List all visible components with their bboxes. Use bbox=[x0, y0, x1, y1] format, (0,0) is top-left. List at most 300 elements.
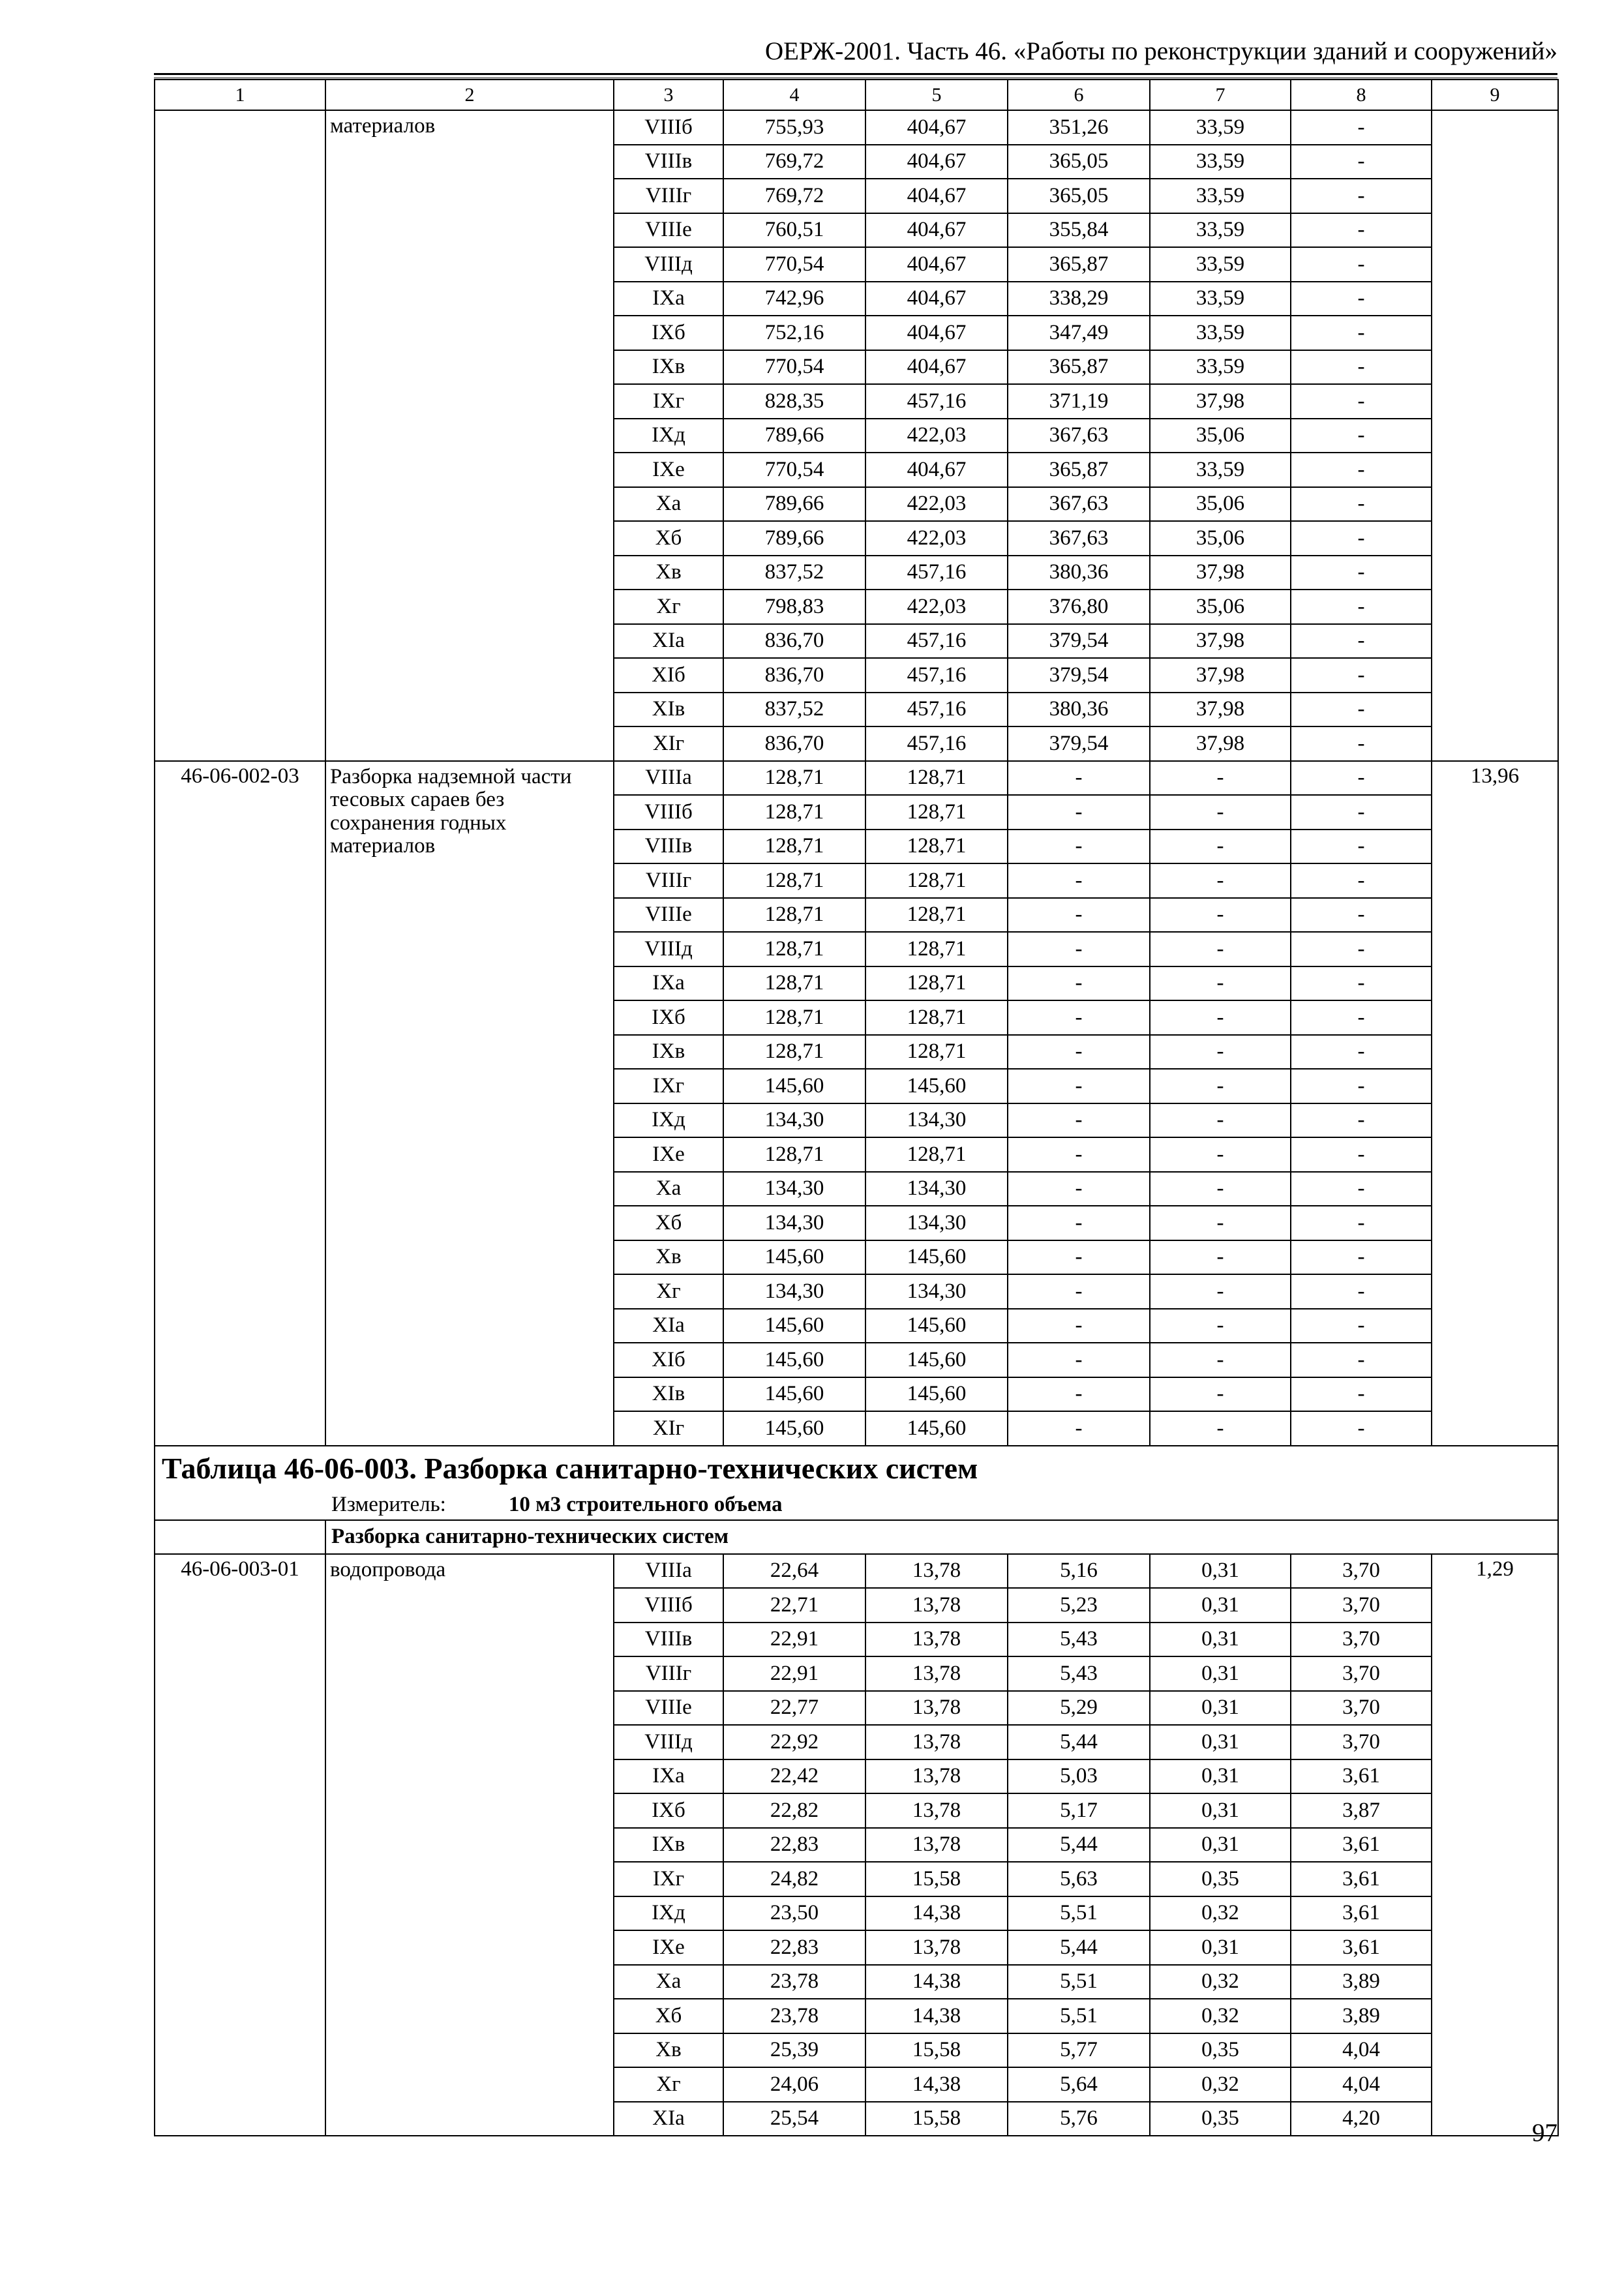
column-number: 7 bbox=[1150, 80, 1291, 110]
value-cell: 128,71 bbox=[723, 932, 865, 966]
value-cell: - bbox=[1291, 1309, 1432, 1343]
rate-code: 46-06-002-03 bbox=[155, 761, 325, 1446]
value-cell: 13,78 bbox=[865, 1930, 1008, 1965]
zone-cell: Xб bbox=[614, 1206, 723, 1240]
value-cell: 0,31 bbox=[1150, 1793, 1291, 1828]
value-cell: - bbox=[1150, 1069, 1291, 1103]
value-cell: - bbox=[1150, 1103, 1291, 1138]
value-cell: - bbox=[1008, 830, 1150, 864]
value-cell: 0,31 bbox=[1150, 1623, 1291, 1657]
value-cell: 4,04 bbox=[1291, 2033, 1432, 2068]
value-cell: - bbox=[1291, 316, 1432, 350]
value-cell: - bbox=[1150, 1274, 1291, 1309]
value-cell: 371,19 bbox=[1008, 384, 1150, 419]
value-cell: 3,61 bbox=[1291, 1759, 1432, 1794]
value-cell: 13,78 bbox=[865, 1793, 1008, 1828]
value-cell: 22,42 bbox=[723, 1759, 865, 1794]
value-cell: 404,67 bbox=[865, 350, 1008, 385]
value-cell: - bbox=[1008, 898, 1150, 933]
value-cell: 5,51 bbox=[1008, 1896, 1150, 1931]
zone-cell: VIIIе bbox=[614, 1691, 723, 1726]
value-cell: 134,30 bbox=[865, 1274, 1008, 1309]
zone-cell: Xб bbox=[614, 1999, 723, 2033]
labor-cell: 1,29 bbox=[1432, 1554, 1558, 2136]
value-cell: 338,29 bbox=[1008, 282, 1150, 316]
value-cell: - bbox=[1008, 1000, 1150, 1035]
value-cell: 145,60 bbox=[865, 1411, 1008, 1446]
value-cell: - bbox=[1008, 1343, 1150, 1377]
column-number-row bbox=[155, 80, 1558, 110]
measure-label: Измеритель: bbox=[331, 1493, 446, 1516]
zone-cell: VIIIв bbox=[614, 830, 723, 864]
value-cell: 836,70 bbox=[723, 726, 865, 761]
value-cell: 836,70 bbox=[723, 658, 865, 693]
value-cell: - bbox=[1291, 624, 1432, 659]
value-cell: - bbox=[1008, 1274, 1150, 1309]
zone-cell: XIг bbox=[614, 1411, 723, 1446]
value-cell: 13,78 bbox=[865, 1554, 1008, 1589]
value-cell: - bbox=[1291, 1377, 1432, 1412]
value-cell: - bbox=[1008, 1309, 1150, 1343]
value-cell: 25,39 bbox=[723, 2033, 865, 2068]
value-cell: 5,17 bbox=[1008, 1793, 1150, 1828]
value-cell: 4,20 bbox=[1291, 2102, 1432, 2136]
value-cell: 0,32 bbox=[1150, 1965, 1291, 1999]
value-cell: - bbox=[1291, 179, 1432, 213]
work-name: Разборка надземной части тесовых сараев без сохранения годных материалов bbox=[325, 761, 614, 1446]
measure-value: 10 м3 строительного объема bbox=[508, 1493, 783, 1516]
value-cell: - bbox=[1150, 863, 1291, 898]
value-cell: 134,30 bbox=[865, 1206, 1008, 1240]
value-cell: 365,87 bbox=[1008, 247, 1150, 282]
value-cell: - bbox=[1291, 898, 1432, 933]
value-cell: - bbox=[1150, 932, 1291, 966]
value-cell: - bbox=[1150, 1309, 1291, 1343]
value-cell: 145,60 bbox=[723, 1411, 865, 1446]
value-cell: 134,30 bbox=[865, 1172, 1008, 1206]
column-number: 9 bbox=[1432, 80, 1558, 110]
value-cell: 128,71 bbox=[723, 863, 865, 898]
value-cell: 128,71 bbox=[865, 1035, 1008, 1070]
value-cell: - bbox=[1291, 693, 1432, 727]
value-cell: 3,70 bbox=[1291, 1656, 1432, 1691]
value-cell: - bbox=[1291, 863, 1432, 898]
value-cell: 35,06 bbox=[1150, 487, 1291, 522]
value-cell: 3,70 bbox=[1291, 1588, 1432, 1623]
value-cell: 13,78 bbox=[865, 1828, 1008, 1863]
value-cell: 22,92 bbox=[723, 1725, 865, 1759]
value-cell: 0,32 bbox=[1150, 1896, 1291, 1931]
value-cell: 404,67 bbox=[865, 316, 1008, 350]
zone-cell: IXе bbox=[614, 1137, 723, 1172]
value-cell: 33,59 bbox=[1150, 247, 1291, 282]
value-cell: 22,83 bbox=[723, 1828, 865, 1863]
value-cell: 798,83 bbox=[723, 590, 865, 624]
value-cell: - bbox=[1008, 1069, 1150, 1103]
value-cell: 770,54 bbox=[723, 247, 865, 282]
value-cell: 33,59 bbox=[1150, 145, 1291, 179]
zone-cell: VIIIа bbox=[614, 761, 723, 796]
value-cell: 13,78 bbox=[865, 1656, 1008, 1691]
value-cell: - bbox=[1291, 110, 1432, 145]
value-cell: 367,63 bbox=[1008, 487, 1150, 522]
value-cell: - bbox=[1291, 453, 1432, 487]
value-cell: - bbox=[1150, 761, 1291, 796]
value-cell: 828,35 bbox=[723, 384, 865, 419]
value-cell: 35,06 bbox=[1150, 590, 1291, 624]
zone-cell: VIIIб bbox=[614, 1588, 723, 1623]
value-cell: 33,59 bbox=[1150, 110, 1291, 145]
value-cell: - bbox=[1291, 830, 1432, 864]
value-cell: 128,71 bbox=[865, 1000, 1008, 1035]
value-cell: 5,77 bbox=[1008, 2033, 1150, 2068]
value-cell: 0,31 bbox=[1150, 1759, 1291, 1794]
value-cell: - bbox=[1150, 966, 1291, 1001]
zone-cell: IXд bbox=[614, 1896, 723, 1931]
value-cell: - bbox=[1291, 556, 1432, 590]
zone-cell: IXб bbox=[614, 1000, 723, 1035]
value-cell: 145,60 bbox=[865, 1069, 1008, 1103]
value-cell: 23,78 bbox=[723, 1965, 865, 1999]
value-cell: - bbox=[1291, 1103, 1432, 1138]
value-cell: 14,38 bbox=[865, 1999, 1008, 2033]
value-cell: 367,63 bbox=[1008, 521, 1150, 556]
value-cell: - bbox=[1291, 761, 1432, 796]
value-cell: - bbox=[1008, 1172, 1150, 1206]
value-cell: 128,71 bbox=[723, 1000, 865, 1035]
value-cell: - bbox=[1291, 966, 1432, 1001]
table-row bbox=[155, 1554, 1558, 1589]
value-cell: 3,87 bbox=[1291, 1793, 1432, 1828]
value-cell: - bbox=[1008, 795, 1150, 830]
value-cell: - bbox=[1291, 658, 1432, 693]
value-cell: 379,54 bbox=[1008, 624, 1150, 659]
value-cell: 5,64 bbox=[1008, 2067, 1150, 2102]
zone-cell: VIIIа bbox=[614, 1554, 723, 1589]
value-cell: 457,16 bbox=[865, 384, 1008, 419]
value-cell: - bbox=[1291, 282, 1432, 316]
value-cell: - bbox=[1291, 1172, 1432, 1206]
value-cell: 0,32 bbox=[1150, 2067, 1291, 2102]
zone-cell: Xа bbox=[614, 1965, 723, 1999]
value-cell: 0,35 bbox=[1150, 1862, 1291, 1896]
zone-cell: Xв bbox=[614, 556, 723, 590]
value-cell: 3,61 bbox=[1291, 1828, 1432, 1863]
value-cell: 5,76 bbox=[1008, 2102, 1150, 2136]
column-number: 6 bbox=[1008, 80, 1150, 110]
table-row bbox=[155, 761, 1558, 796]
value-cell: 128,71 bbox=[723, 966, 865, 1001]
value-cell: 380,36 bbox=[1008, 556, 1150, 590]
value-cell: 145,60 bbox=[723, 1069, 865, 1103]
header-rule bbox=[154, 73, 1557, 75]
zone-cell: XIа bbox=[614, 1309, 723, 1343]
zone-cell: IXа bbox=[614, 1759, 723, 1794]
value-cell: 33,59 bbox=[1150, 453, 1291, 487]
value-cell: 145,60 bbox=[723, 1377, 865, 1412]
work-name: водопровода bbox=[325, 1554, 614, 2136]
zone-cell: Xг bbox=[614, 590, 723, 624]
value-cell: 457,16 bbox=[865, 726, 1008, 761]
table-title: Таблица 46-06-003. Разборка санитарно-технических систем bbox=[155, 1446, 1558, 1491]
value-cell: - bbox=[1150, 1000, 1291, 1035]
zone-cell: VIIIб bbox=[614, 795, 723, 830]
value-cell: 128,71 bbox=[865, 761, 1008, 796]
zone-cell: IXг bbox=[614, 384, 723, 419]
value-cell: - bbox=[1008, 761, 1150, 796]
value-cell: 0,31 bbox=[1150, 1930, 1291, 1965]
zone-cell: Xа bbox=[614, 1172, 723, 1206]
zone-cell: IXв bbox=[614, 1035, 723, 1070]
value-cell: 752,16 bbox=[723, 316, 865, 350]
value-cell: 22,83 bbox=[723, 1930, 865, 1965]
value-cell: 134,30 bbox=[723, 1274, 865, 1309]
value-cell: 128,71 bbox=[723, 898, 865, 933]
zone-cell: IXе bbox=[614, 453, 723, 487]
value-cell: - bbox=[1008, 1377, 1150, 1412]
value-cell: 837,52 bbox=[723, 556, 865, 590]
value-cell: 22,82 bbox=[723, 1793, 865, 1828]
value-cell: 789,66 bbox=[723, 487, 865, 522]
value-cell: 128,71 bbox=[723, 830, 865, 864]
value-cell: 0,31 bbox=[1150, 1588, 1291, 1623]
value-cell: 457,16 bbox=[865, 693, 1008, 727]
value-cell: - bbox=[1291, 1069, 1432, 1103]
zone-cell: Xг bbox=[614, 1274, 723, 1309]
value-cell: - bbox=[1291, 419, 1432, 453]
column-number: 3 bbox=[614, 80, 723, 110]
value-cell: 367,63 bbox=[1008, 419, 1150, 453]
value-cell: 0,31 bbox=[1150, 1691, 1291, 1726]
value-cell: 404,67 bbox=[865, 145, 1008, 179]
column-number: 1 bbox=[155, 80, 325, 110]
value-cell: 0,31 bbox=[1150, 1554, 1291, 1589]
value-cell: 145,60 bbox=[723, 1343, 865, 1377]
value-cell: 33,59 bbox=[1150, 350, 1291, 385]
value-cell: 457,16 bbox=[865, 658, 1008, 693]
value-cell: 404,67 bbox=[865, 179, 1008, 213]
value-cell: 22,64 bbox=[723, 1554, 865, 1589]
value-cell: 5,51 bbox=[1008, 1999, 1150, 2033]
zone-cell: IXб bbox=[614, 316, 723, 350]
value-cell: 128,71 bbox=[865, 863, 1008, 898]
value-cell: - bbox=[1008, 932, 1150, 966]
value-cell: 422,03 bbox=[865, 521, 1008, 556]
value-cell: - bbox=[1150, 1035, 1291, 1070]
zone-cell: VIIIв bbox=[614, 145, 723, 179]
table-row bbox=[155, 110, 1558, 145]
value-cell: 13,78 bbox=[865, 1725, 1008, 1759]
zone-cell: IXд bbox=[614, 1103, 723, 1138]
value-cell: 15,58 bbox=[865, 2033, 1008, 2068]
running-header: ОЕРЖ-2001. Часть 46. «Работы по реконструкции зданий и сооружений» bbox=[765, 37, 1557, 65]
value-cell: - bbox=[1291, 1343, 1432, 1377]
value-cell: 457,16 bbox=[865, 624, 1008, 659]
value-cell: 13,78 bbox=[865, 1759, 1008, 1794]
value-cell: 0,31 bbox=[1150, 1656, 1291, 1691]
value-cell: - bbox=[1150, 1206, 1291, 1240]
value-cell: - bbox=[1291, 350, 1432, 385]
value-cell: 5,44 bbox=[1008, 1828, 1150, 1863]
value-cell: 128,71 bbox=[865, 830, 1008, 864]
value-cell: 22,91 bbox=[723, 1656, 865, 1691]
value-cell: 789,66 bbox=[723, 521, 865, 556]
value-cell: 37,98 bbox=[1150, 556, 1291, 590]
value-cell: 145,60 bbox=[723, 1309, 865, 1343]
value-cell: 3,70 bbox=[1291, 1691, 1432, 1726]
zone-cell: VIIIд bbox=[614, 247, 723, 282]
value-cell: 365,05 bbox=[1008, 179, 1150, 213]
value-cell: 33,59 bbox=[1150, 213, 1291, 248]
value-cell: 37,98 bbox=[1150, 658, 1291, 693]
value-cell: 134,30 bbox=[723, 1172, 865, 1206]
value-cell: 128,71 bbox=[723, 795, 865, 830]
value-cell: 37,98 bbox=[1150, 693, 1291, 727]
zone-cell: XIа bbox=[614, 2102, 723, 2136]
value-cell: 0,32 bbox=[1150, 1999, 1291, 2033]
value-cell: 128,71 bbox=[723, 1137, 865, 1172]
value-cell: - bbox=[1291, 1035, 1432, 1070]
zone-cell: IXа bbox=[614, 966, 723, 1001]
value-cell: 37,98 bbox=[1150, 726, 1291, 761]
value-cell: 379,54 bbox=[1008, 726, 1150, 761]
zone-cell: VIIIв bbox=[614, 1623, 723, 1657]
value-cell: 128,71 bbox=[865, 795, 1008, 830]
table-title-row bbox=[155, 1446, 1558, 1491]
value-cell: 145,60 bbox=[723, 1240, 865, 1275]
column-number: 2 bbox=[325, 80, 614, 110]
value-cell: - bbox=[1008, 1103, 1150, 1138]
zone-cell: IXв bbox=[614, 350, 723, 385]
value-cell: - bbox=[1291, 795, 1432, 830]
value-cell: 769,72 bbox=[723, 179, 865, 213]
value-cell: - bbox=[1008, 1206, 1150, 1240]
column-number: 4 bbox=[723, 80, 865, 110]
value-cell: 836,70 bbox=[723, 624, 865, 659]
value-cell: 376,80 bbox=[1008, 590, 1150, 624]
value-cell: 13,78 bbox=[865, 1588, 1008, 1623]
value-cell: 128,71 bbox=[865, 898, 1008, 933]
value-cell: - bbox=[1291, 1137, 1432, 1172]
value-cell: 422,03 bbox=[865, 419, 1008, 453]
value-cell: - bbox=[1150, 1137, 1291, 1172]
value-cell: - bbox=[1291, 1411, 1432, 1446]
value-cell: - bbox=[1291, 247, 1432, 282]
zone-cell: VIIIг bbox=[614, 179, 723, 213]
value-cell: 755,93 bbox=[723, 110, 865, 145]
section-blank bbox=[155, 1520, 325, 1554]
value-cell: 5,16 bbox=[1008, 1554, 1150, 1589]
column-number: 5 bbox=[865, 80, 1008, 110]
value-cell: 24,82 bbox=[723, 1862, 865, 1896]
value-cell: 0,31 bbox=[1150, 1828, 1291, 1863]
value-cell: - bbox=[1150, 830, 1291, 864]
measure-row bbox=[155, 1491, 1558, 1520]
zone-cell: XIг bbox=[614, 726, 723, 761]
value-cell: 365,05 bbox=[1008, 145, 1150, 179]
labor-cell bbox=[1432, 110, 1558, 761]
zone-cell: XIв bbox=[614, 693, 723, 727]
value-cell: 14,38 bbox=[865, 1965, 1008, 1999]
value-cell: - bbox=[1291, 487, 1432, 522]
value-cell: 5,44 bbox=[1008, 1930, 1150, 1965]
value-cell: 404,67 bbox=[865, 453, 1008, 487]
value-cell: 5,51 bbox=[1008, 1965, 1150, 1999]
measure-cell bbox=[155, 1491, 1558, 1520]
value-cell: 5,23 bbox=[1008, 1588, 1150, 1623]
section-title: Разборка санитарно-технических систем bbox=[325, 1520, 1558, 1554]
value-cell: 35,06 bbox=[1150, 419, 1291, 453]
value-cell: - bbox=[1150, 1172, 1291, 1206]
value-cell: - bbox=[1291, 1000, 1432, 1035]
value-cell: 3,70 bbox=[1291, 1623, 1432, 1657]
value-cell: - bbox=[1291, 1240, 1432, 1275]
rate-code: 46-06-003-01 bbox=[155, 1554, 325, 2136]
value-cell: - bbox=[1150, 1377, 1291, 1412]
zone-cell: VIIIг bbox=[614, 863, 723, 898]
value-cell: 128,71 bbox=[723, 761, 865, 796]
value-cell: 22,77 bbox=[723, 1691, 865, 1726]
value-cell: - bbox=[1008, 863, 1150, 898]
zone-cell: XIб bbox=[614, 1343, 723, 1377]
rates-table bbox=[154, 79, 1559, 2136]
value-cell: 5,03 bbox=[1008, 1759, 1150, 1794]
value-cell: 24,06 bbox=[723, 2067, 865, 2102]
zone-cell: IXг bbox=[614, 1069, 723, 1103]
value-cell: 422,03 bbox=[865, 590, 1008, 624]
labor-cell: 13,96 bbox=[1432, 761, 1558, 1446]
value-cell: 145,60 bbox=[865, 1343, 1008, 1377]
value-cell: 15,58 bbox=[865, 2102, 1008, 2136]
value-cell: 760,51 bbox=[723, 213, 865, 248]
value-cell: - bbox=[1008, 1411, 1150, 1446]
zone-cell: IXа bbox=[614, 282, 723, 316]
zone-cell: Xа bbox=[614, 487, 723, 522]
zone-cell: XIа bbox=[614, 624, 723, 659]
value-cell: 25,54 bbox=[723, 2102, 865, 2136]
zone-cell: Xв bbox=[614, 2033, 723, 2068]
value-cell: 3,70 bbox=[1291, 1554, 1432, 1589]
value-cell: 128,71 bbox=[865, 932, 1008, 966]
value-cell: - bbox=[1291, 1206, 1432, 1240]
value-cell: 33,59 bbox=[1150, 316, 1291, 350]
zone-cell: IXб bbox=[614, 1793, 723, 1828]
value-cell: 404,67 bbox=[865, 282, 1008, 316]
value-cell: 37,98 bbox=[1150, 384, 1291, 419]
value-cell: 3,89 bbox=[1291, 1999, 1432, 2033]
zone-cell: Xг bbox=[614, 2067, 723, 2102]
value-cell: 145,60 bbox=[865, 1309, 1008, 1343]
value-cell: 4,04 bbox=[1291, 2067, 1432, 2102]
value-cell: - bbox=[1291, 932, 1432, 966]
zone-cell: VIIIд bbox=[614, 932, 723, 966]
zone-cell: IXе bbox=[614, 1930, 723, 1965]
value-cell: - bbox=[1150, 1240, 1291, 1275]
value-cell: 5,63 bbox=[1008, 1862, 1150, 1896]
value-cell: - bbox=[1291, 726, 1432, 761]
value-cell: 379,54 bbox=[1008, 658, 1150, 693]
zone-cell: VIIIг bbox=[614, 1656, 723, 1691]
value-cell: - bbox=[1291, 521, 1432, 556]
value-cell: 23,50 bbox=[723, 1896, 865, 1931]
value-cell: 13,78 bbox=[865, 1623, 1008, 1657]
value-cell: 3,61 bbox=[1291, 1896, 1432, 1931]
page-number: 97 bbox=[1532, 2119, 1557, 2147]
value-cell: 404,67 bbox=[865, 110, 1008, 145]
value-cell: 404,67 bbox=[865, 247, 1008, 282]
value-cell: 3,89 bbox=[1291, 1965, 1432, 1999]
value-cell: - bbox=[1291, 213, 1432, 248]
